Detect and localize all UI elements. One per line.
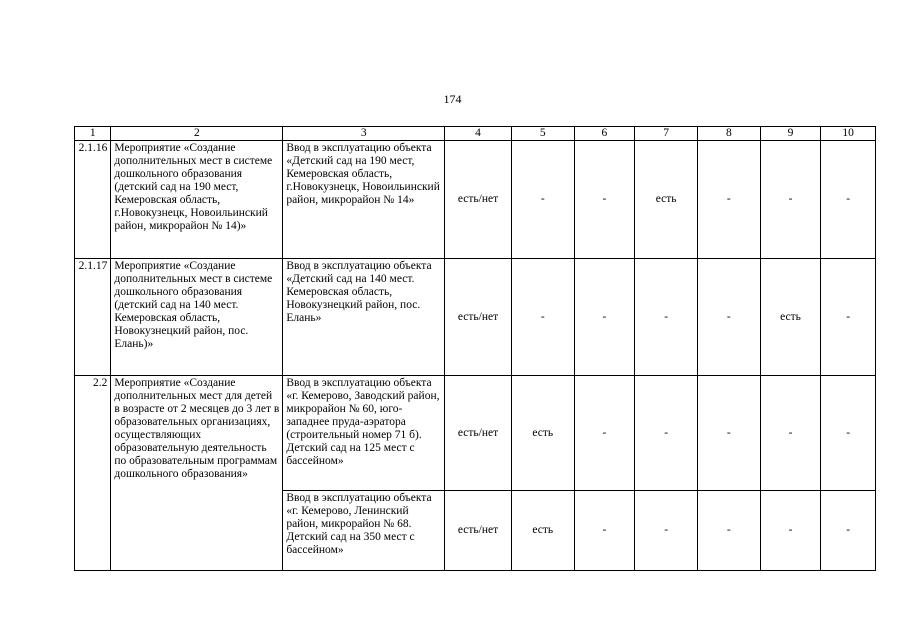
- activity-cell: Мероприятие «Создание дополнительных мест в системе дошкольного образования (детский сад на 140 мест. Кемеровская область, Новокузнецкий район, пос. Елань)»: [111, 259, 283, 376]
- value-cell: -: [574, 491, 635, 571]
- value-cell: -: [697, 491, 760, 571]
- column-header: 8: [697, 127, 760, 141]
- value-cell: -: [574, 141, 635, 259]
- column-header-row: [75, 127, 876, 141]
- column-header: 2: [111, 127, 283, 141]
- indicators-table: [74, 126, 876, 571]
- value-cell: -: [821, 491, 876, 571]
- row-number: 2.2: [75, 376, 111, 571]
- value-cell: -: [821, 376, 876, 491]
- value-cell: -: [760, 376, 821, 491]
- value-cell: есть: [511, 491, 574, 571]
- value-cell: -: [760, 491, 821, 571]
- column-header: 1: [75, 127, 111, 141]
- value-cell: -: [511, 259, 574, 376]
- table-row: [75, 259, 876, 376]
- value-cell: -: [574, 259, 635, 376]
- activity-cell: Мероприятие «Создание дополнительных мест для детей в возрасте от 2 месяцев до 3 лет в образовательных организациях, осуществляющих образовательную деятельность по образовательным программам дошкольного образования»: [111, 376, 283, 571]
- column-header: 6: [574, 127, 635, 141]
- column-header: 4: [445, 127, 512, 141]
- indicator-cell: Ввод в эксплуатацию объекта «Детский сад на 140 мест. Кемеровская область, Новокузнецкий район, пос. Елань»: [283, 259, 445, 376]
- value-cell: есть: [760, 259, 821, 376]
- table-row: [75, 141, 876, 259]
- indicator-cell: Ввод в эксплуатацию объекта «г. Кемерово, Ленинский район, микрорайон № 68. Детский сад на 350 мест с бассейном»: [283, 491, 445, 571]
- indicator-cell: Ввод в эксплуатацию объекта «г. Кемерово, Заводский район, микрорайон № 60, юго-западнее пруда-аэратора (строительный номер 71 б). Детский сад на 125 мест с бассейном»: [283, 376, 445, 491]
- value-cell: -: [760, 141, 821, 259]
- column-header: 3: [283, 127, 445, 141]
- value-cell: есть: [511, 376, 574, 491]
- value-cell: есть/нет: [445, 491, 512, 571]
- value-cell: есть/нет: [445, 141, 512, 259]
- value-cell: -: [511, 141, 574, 259]
- indicator-cell: Ввод в эксплуатацию объекта «Детский сад на 190 мест, Кемеровская область, г.Новокузнецк, Новоильинский район, микрорайон № 14»: [283, 141, 445, 259]
- value-cell: есть: [635, 141, 698, 259]
- value-cell: есть/нет: [445, 259, 512, 376]
- value-cell: -: [635, 491, 698, 571]
- value-cell: -: [697, 141, 760, 259]
- value-cell: -: [635, 376, 698, 491]
- value-cell: -: [697, 259, 760, 376]
- row-number: 2.1.16: [75, 141, 111, 259]
- activity-cell: Мероприятие «Создание дополнительных мест в системе дошкольного образования (детский сад на 190 мест, Кемеровская область, г.Новокузнецк, Новоильинский район, микрорайон № 14)»: [111, 141, 283, 259]
- value-cell: -: [635, 259, 698, 376]
- column-header: 9: [760, 127, 821, 141]
- column-header: 7: [635, 127, 698, 141]
- value-cell: -: [697, 376, 760, 491]
- row-number: 2.1.17: [75, 259, 111, 376]
- value-cell: -: [821, 141, 876, 259]
- column-header: 5: [511, 127, 574, 141]
- table-row: [75, 376, 876, 491]
- value-cell: -: [574, 376, 635, 491]
- column-header: 10: [821, 127, 876, 141]
- page-number: 174: [443, 92, 462, 106]
- value-cell: -: [821, 259, 876, 376]
- value-cell: есть/нет: [445, 376, 512, 491]
